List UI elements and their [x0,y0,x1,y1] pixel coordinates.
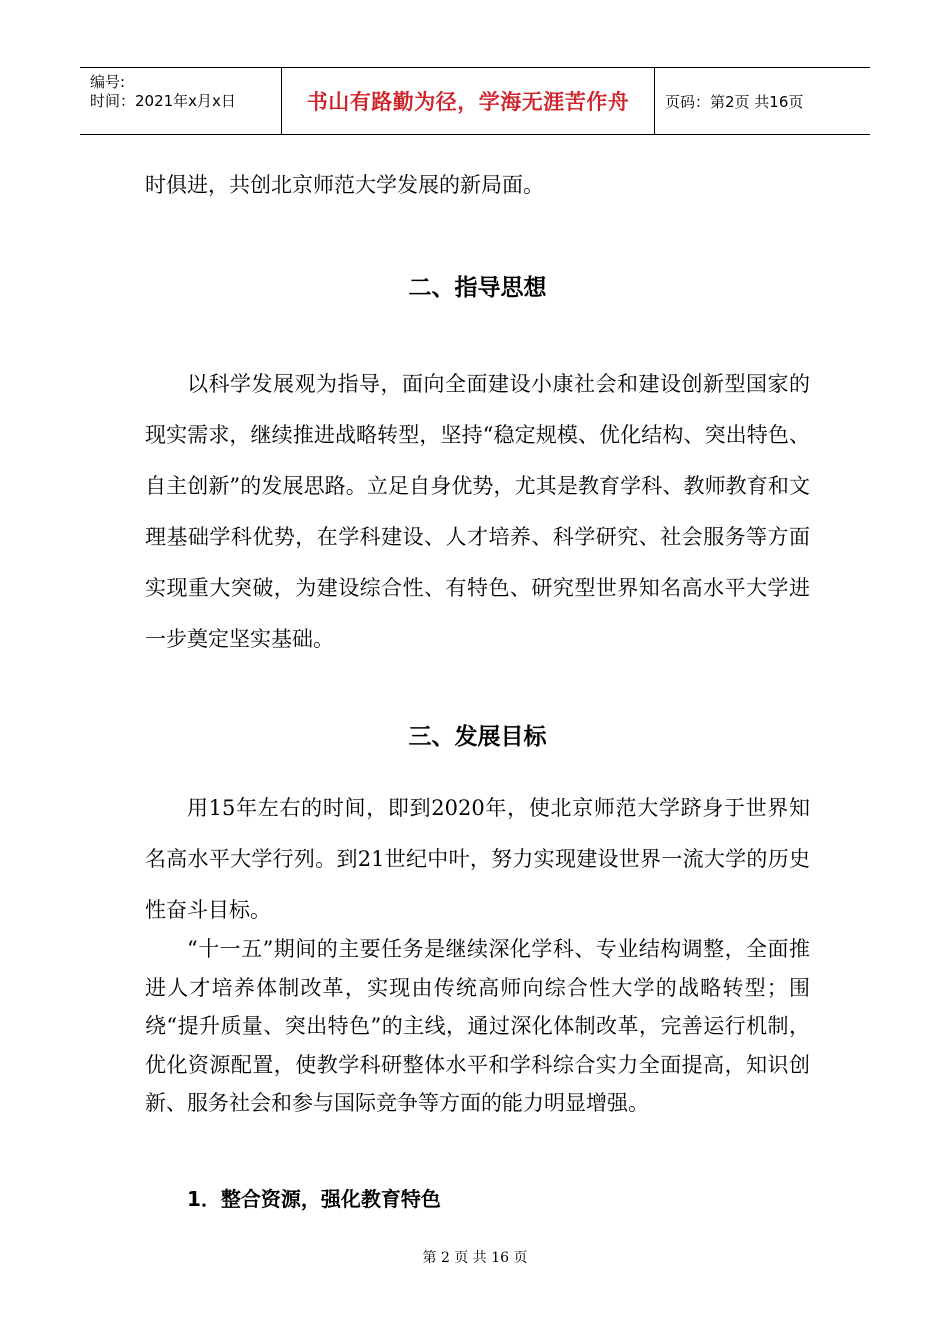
header-motto: 书山有路勤为径，学海无涯苦作舟 [306,90,630,114]
section-3-title: 三、发展目标 [408,724,547,750]
section-2-title: 二、指导思想 [408,275,547,301]
subsection-1-title: 1．整合资源，强化教育特色 [187,1187,441,1211]
document-number-label: 编号: [90,73,126,91]
header-page-info: 页码：第2页 共16页 [665,92,804,111]
page-footer: 第 2 页 共 16 页 [422,1250,528,1266]
continuation-paragraph: 时俱进，共创北京师范大学发展的新局面。 [145,173,544,197]
header-page-info-cell [655,68,870,134]
section-2-paragraph: 以科学发展观为指导，面向全面建设小康社会和建设创新型国家的现实需求，继续推进战略转型，坚持“稳定规模、优化结构、突出特色、自主创新”的发展思路。立足自身优势，尤其是教育学科、教师教育和文理基础学科优势，在学科建设、人才培养、科学研究、社会服务等方面实现重大突破，为建设综合性、有特色、研究型世界知名高水平大学进一步奠定坚实基础。 [145,372,810,651]
section-3-paragraph-1: 用15年左右的时间，即到2020年，使北京师范大学跻身于世界知名高水平大学行列。到21世纪中叶，努力实现建设世界一流大学的历史性奋斗目标。 [145,796,810,922]
document-time-label: 时间：2021年x月x日 [90,92,236,110]
header-motto-cell [282,68,655,134]
page-header [80,67,870,135]
section-3-paragraph-2: “十一五”期间的主要任务是继续深化学科、专业结构调整，全面推进人才培养体制改革，实现由传统高师向综合性大学的战略转型；围绕“提升质量、突出特色”的主线，通过深化体制改革，完善运行机制，优化资源配置，使教学科研整体水平和学科综合实力全面提高，知识创新、服务社会和参与国际竞争等方面的能力明显增强。 [145,937,810,1115]
header-meta-cell [80,68,282,134]
